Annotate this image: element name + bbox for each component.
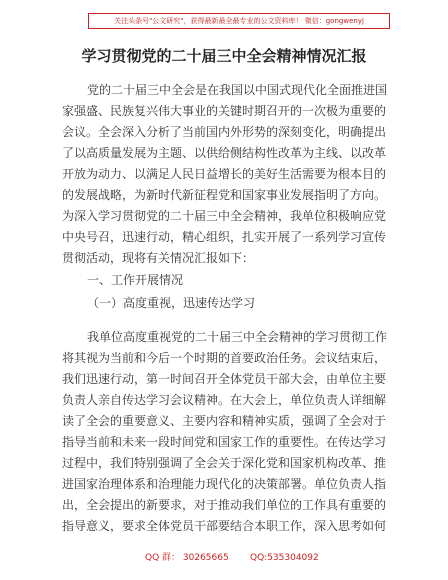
subsection-heading: （一）高度重视，迅速传达学习 — [87, 296, 256, 310]
intro-line: 贯彻活动，现将有关情况汇报如下： — [62, 251, 255, 265]
body-line: 出，全会提出的新要求，对于推动我们单位的工作具有重要的 — [62, 498, 387, 512]
intro-line: 了以高质量发展为主题、以供给侧结构性改革为主线、以改革 — [62, 146, 387, 160]
intro-line: 开放为动力、以满足人民日益增长的美好生活需要为根本目的 — [62, 167, 387, 181]
body-line: 进国家治理体系和治理能力现代化的决策部署。单位负责人指 — [62, 477, 387, 491]
body-line: 指导当前和未来一段时间党和国家工作的重要性。在传达学习 — [62, 435, 387, 449]
intro-line: 中央号召，迅速行动，精心组织，扎实开展了一系列学习宣传 — [62, 230, 387, 244]
body-line: 负责人亲自传达学习会议精神。在大会上，单位负责人详细解 — [62, 393, 387, 407]
footer-qq: QQ:535304092 — [250, 553, 319, 563]
intro-line: 会议。全会深入分析了当前国内外形势的深刻变化，明确提出 — [62, 125, 387, 139]
body-line: 我们迅速行动，第一时间召开全体党员干部大会，由单位主要 — [62, 372, 387, 386]
body-line: 我单位高度重视党的二十届三中全会精神的学习贯彻工作 — [87, 330, 388, 344]
intro-line: 家强盛、民族复兴伟大事业的关键时期召开的一次极为重要的 — [62, 104, 387, 118]
section-heading: 一、工作开展情况 — [87, 273, 184, 287]
promo-banner — [88, 13, 390, 29]
intro-line: 的发展战略，为新时代新征程党和国家事业发展指明了方向。 — [62, 188, 387, 202]
body-line: 读了全会的重要意义、主要内容和精神实质，强调了全会对于 — [62, 414, 387, 428]
body-line: 将其视为当前和今后一个时期的首要政治任务。会议结束后， — [62, 351, 387, 365]
body-line: 指导意义，要求全体党员干部要结合本职工作，深入思考如何 — [62, 519, 387, 533]
intro-line: 党的二十届三中全会是在我国以中国式现代化全面推进国 — [87, 83, 388, 97]
promo-banner-text: 关注头条号"公文研究"，获得最新最全最专业的公文资料库！ 微信：gongwenyj — [114, 17, 364, 25]
intro-line: 为深入学习贯彻党的二十届三中全会精神，我单位积极响应党 — [62, 209, 387, 223]
document-title: 学习贯彻党的二十届三中全会精神情况汇报 — [81, 47, 367, 65]
footer-qq-group: QQ 群： 30265665 — [145, 553, 229, 563]
body-line: 过程中，我们特别强调了全会关于深化党和国家机构改革、推 — [62, 456, 387, 470]
